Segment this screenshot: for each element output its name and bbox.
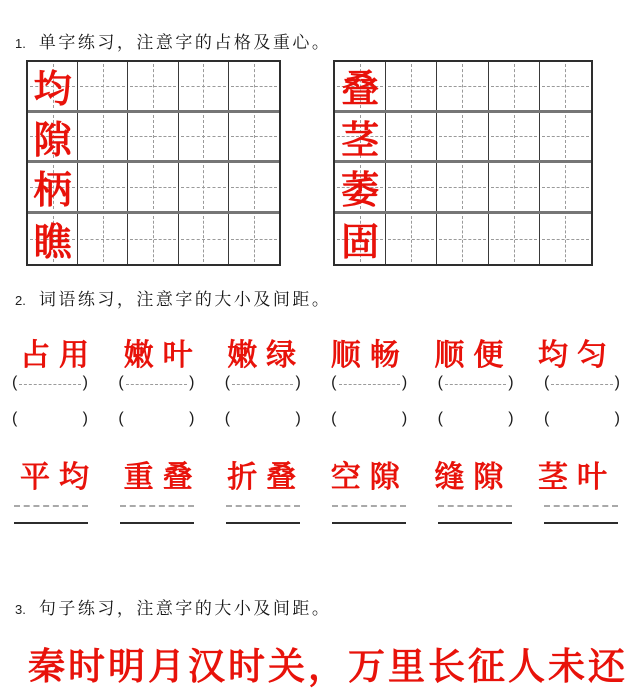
writing-line-blank	[120, 505, 194, 524]
practice-cell	[128, 62, 178, 110]
paren-blank-empty	[544, 410, 620, 428]
writing-line-blank	[226, 505, 300, 524]
model-character: 茎	[341, 119, 380, 162]
practice-cell	[28, 214, 78, 265]
dashed-fill-line	[339, 384, 400, 385]
paren-close: )	[295, 374, 301, 391]
paren-close: )	[508, 374, 514, 391]
practice-cell	[28, 163, 78, 211]
practice-cell	[437, 113, 488, 161]
paren-close: )	[508, 410, 514, 427]
paren-blank-dashed	[438, 374, 514, 392]
practice-cell	[128, 113, 178, 161]
paren-close: )	[614, 410, 620, 427]
paren-open: (	[118, 410, 124, 427]
model-character: 萎	[341, 170, 380, 213]
paren-close: )	[401, 374, 408, 391]
vocabulary-word: 顺便	[434, 339, 513, 372]
paren-blank-dashed	[331, 374, 407, 392]
grid-row	[335, 62, 591, 113]
practice-cell	[489, 113, 540, 161]
paren-blank-empty	[331, 410, 407, 428]
vocabulary-word: 嫩绿	[227, 339, 306, 372]
vocabulary-word: 嫩叶	[123, 339, 202, 372]
vocabulary-word: 均匀	[537, 339, 616, 372]
paren-blank-empty	[225, 410, 301, 428]
paren-open: (	[543, 374, 550, 391]
practice-cell	[386, 62, 437, 110]
paren-close: )	[295, 410, 301, 427]
left-practice-grid	[26, 60, 281, 266]
paren-open: (	[437, 374, 443, 391]
practice-cell	[437, 214, 488, 265]
paren-blank-dashed	[544, 374, 620, 392]
vocabulary-word: 重叠	[123, 461, 202, 494]
practice-cell	[28, 113, 78, 161]
dashed-guide-line	[332, 505, 406, 507]
paren-close: )	[189, 410, 195, 427]
practice-cell	[386, 113, 437, 161]
dashed-fill-line	[19, 384, 80, 385]
paren-blank-dashed	[118, 374, 194, 392]
practice-cell	[489, 163, 540, 211]
practice-cell	[229, 113, 279, 161]
model-character: 隙	[33, 119, 72, 162]
dashed-guide-line	[226, 505, 300, 507]
dashed-guide-line	[438, 505, 512, 507]
solid-writing-line	[14, 522, 88, 524]
practice-cell	[229, 62, 279, 110]
paren-open: (	[331, 410, 337, 427]
practice-cell	[540, 62, 591, 110]
paren-open: (	[437, 410, 443, 427]
paren-close: )	[401, 410, 408, 427]
writing-lines-row	[0, 505, 632, 524]
practice-cell	[78, 214, 128, 265]
practice-cell	[128, 163, 178, 211]
practice-cell	[540, 163, 591, 211]
paren-open: (	[224, 410, 231, 427]
section-1-number: 1.	[15, 36, 26, 51]
practice-cell	[179, 62, 229, 110]
practice-cell	[179, 163, 229, 211]
paren-blank-empty	[438, 410, 514, 428]
dashed-guide-line	[120, 505, 194, 507]
paren-open: (	[12, 410, 18, 427]
practice-cell	[489, 62, 540, 110]
practice-cell	[386, 163, 437, 211]
vocabulary-word: 缝隙	[434, 461, 513, 494]
practice-cell	[179, 113, 229, 161]
dashed-fill-line	[551, 384, 612, 385]
paren-open: (	[12, 374, 18, 391]
practice-cell	[437, 62, 488, 110]
solid-writing-line	[120, 522, 194, 524]
practice-cell	[78, 163, 128, 211]
practice-cell	[386, 214, 437, 265]
grid-row	[28, 214, 279, 265]
practice-cell	[489, 214, 540, 265]
paren-blank-empty	[118, 410, 194, 428]
grid-row	[28, 163, 279, 214]
section-1-header	[15, 28, 331, 53]
paren-open: (	[224, 374, 231, 391]
model-character: 瞧	[33, 222, 72, 265]
paren-blank-dashed	[12, 374, 88, 392]
vocabulary-word: 占用	[20, 339, 98, 372]
right-practice-grid	[333, 60, 593, 266]
section-2-title: 词语练习，注意字的大小及间距。	[38, 290, 332, 309]
section-2-number: 2.	[15, 293, 26, 308]
practice-cell	[335, 163, 386, 211]
grid-row	[335, 214, 591, 265]
paren-close: )	[82, 410, 88, 427]
solid-writing-line	[226, 522, 300, 524]
solid-writing-line	[438, 522, 512, 524]
section-3-header	[15, 594, 331, 619]
dashed-fill-line	[445, 384, 506, 385]
section-3-title: 句子练习，注意字的大小及间距。	[38, 599, 332, 618]
practice-cell	[128, 214, 178, 265]
practice-cell	[540, 113, 591, 161]
dashed-guide-line	[544, 505, 618, 507]
vocabulary-word: 茎叶	[537, 461, 616, 494]
paren-close: )	[82, 374, 88, 391]
vocabulary-word: 顺畅	[330, 339, 409, 372]
writing-line-blank	[544, 505, 618, 524]
practice-cell	[335, 214, 386, 265]
practice-cell	[229, 214, 279, 265]
section-1-title: 单字练习，注意字的占格及重心。	[38, 33, 332, 52]
section-2-header	[15, 285, 331, 310]
solid-writing-line	[544, 522, 618, 524]
writing-line-blank	[332, 505, 406, 524]
grid-row	[28, 62, 279, 113]
solid-writing-line	[332, 522, 406, 524]
vocabulary-word: 平均	[20, 461, 98, 494]
grid-row	[335, 113, 591, 164]
paren-open: (	[543, 410, 550, 427]
section-3-number: 3.	[15, 602, 26, 617]
practice-cell	[335, 113, 386, 161]
paren-open: (	[118, 374, 124, 391]
practice-cell	[78, 62, 128, 110]
vocabulary-word: 折叠	[227, 461, 306, 494]
vocabulary-word: 空隙	[330, 461, 409, 494]
paren-close: )	[614, 374, 620, 391]
word-row-2	[0, 452, 632, 496]
model-character: 叠	[341, 69, 380, 112]
pinyin-paren-row-dashed	[0, 374, 632, 392]
writing-line-blank	[14, 505, 88, 524]
grid-row	[335, 163, 591, 214]
practice-cell	[540, 214, 591, 265]
practice-cell	[78, 113, 128, 161]
practice-cell	[28, 62, 78, 110]
practice-cell	[179, 214, 229, 265]
dashed-guide-line	[14, 505, 88, 507]
practice-cell	[437, 163, 488, 211]
practice-sentence: 秦时明月汉时关，万里长征人未还	[28, 647, 628, 688]
writing-line-blank	[438, 505, 512, 524]
word-row-1	[0, 330, 632, 374]
model-character: 均	[33, 69, 72, 112]
paren-close: )	[189, 374, 195, 391]
paren-blank-dashed	[225, 374, 301, 392]
practice-cell	[335, 62, 386, 110]
dashed-fill-line	[126, 384, 187, 385]
model-character: 固	[341, 222, 380, 265]
grid-row	[28, 113, 279, 164]
model-character: 柄	[33, 170, 72, 213]
paren-open: (	[331, 374, 337, 391]
pinyin-paren-row-empty	[0, 410, 632, 428]
dashed-fill-line	[232, 384, 293, 385]
practice-cell	[229, 163, 279, 211]
paren-blank-empty	[12, 410, 88, 428]
